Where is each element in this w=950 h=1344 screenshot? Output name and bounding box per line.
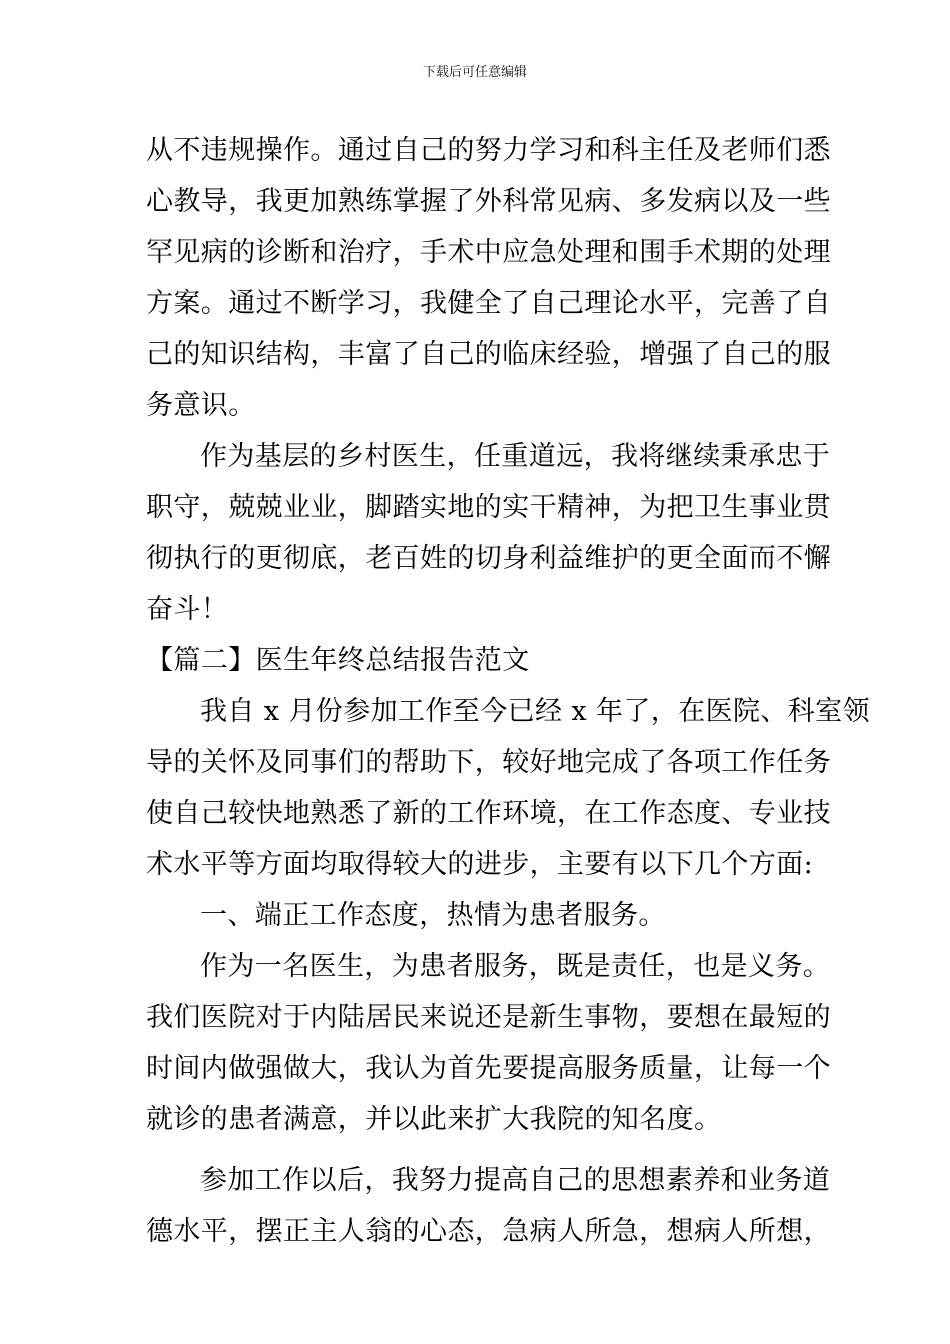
paragraph (146, 125, 831, 431)
paragraph (146, 1155, 831, 1257)
text-line: 奋斗！ (146, 594, 229, 625)
paragraph (146, 686, 870, 890)
subheading: 一、端正工作态度，热情为患者服务。 (200, 900, 666, 931)
text-line: 我自 x 月份参加工作至今已经 x 年了，在医院、科室领 (200, 696, 870, 727)
paragraph (146, 431, 831, 635)
page-header: 下载后可任意编辑 (422, 65, 527, 80)
text-line: 方案。通过不断学习，我健全了自己理论水平，完善了自 (146, 288, 831, 319)
text-line: 术水平等方面均取得较大的进步，主要有以下几个方面: (146, 849, 814, 880)
text-line: 心教导，我更加熟练掌握了外科常见病、多发病以及一些 (146, 186, 831, 217)
document-body (146, 125, 870, 1257)
text-line: 时间内做强做大，我认为首先要提高服务质量，让每一个 (146, 1053, 831, 1084)
section-heading: 【篇二】医生年终总结报告范文 (146, 645, 530, 676)
text-line: 导的关怀及同事们的帮助下，较好地完成了各项工作任务 (146, 747, 831, 778)
text-line: 我们医院对于内陆居民来说还是新生事物，要想在最短的 (146, 1002, 831, 1033)
text-line: 从不违规操作。通过自己的努力学习和科主任及老师们悉 (146, 135, 831, 166)
text-line: 作为一名医生，为患者服务，既是责任，也是义务。 (200, 951, 831, 982)
text-line: 就诊的患者满意，并以此来扩大我院的知名度。 (146, 1104, 722, 1135)
text-line: 罕见病的诊断和治疗，手术中应急处理和围手术期的处理 (146, 237, 831, 268)
text-line: 使自己较快地熟悉了新的工作环境，在工作态度、专业技 (146, 798, 831, 829)
text-line: 务意识。 (146, 390, 256, 421)
paragraph (146, 941, 831, 1145)
text-line: 己的知识结构，丰富了自己的临床经验，增强了自己的服 (146, 339, 831, 370)
text-line: 职守，兢兢业业，脚踏实地的实干精神，为把卫生事业贯 (146, 492, 831, 523)
text-line: 参加工作以后，我努力提高自己的思想素养和业务道 (200, 1165, 831, 1196)
text-line: 彻执行的更彻底，老百姓的切身利益维护的更全面而不懈 (146, 543, 831, 574)
text-line: 作为基层的乡村医生，任重道远，我将继续秉承忠于 (200, 441, 831, 472)
text-line: 德水平，摆正主人翁的心态，急病人所急，想病人所想， (146, 1216, 831, 1247)
